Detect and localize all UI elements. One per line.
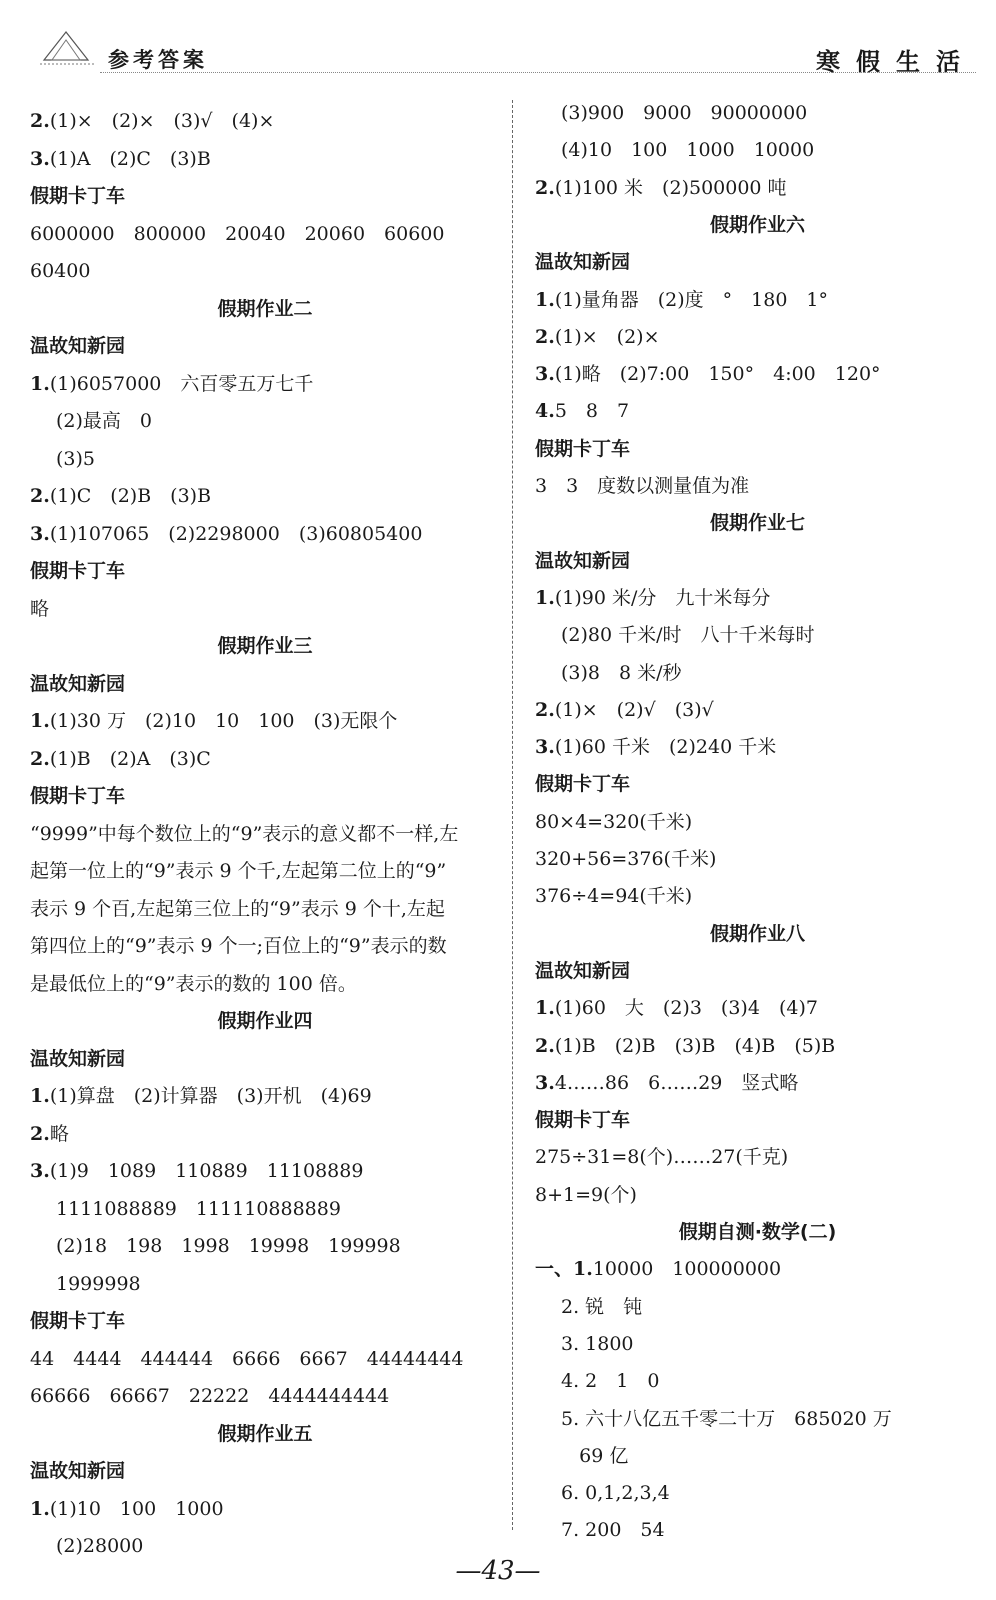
item-answer: (1)60 千米 (2)240 千米: [554, 736, 777, 759]
answer-item: [535, 585, 770, 611]
answer-text: 80×4=320(千米): [535, 810, 693, 833]
answer-text: 3 3 度数以测量值为准: [535, 475, 750, 497]
section-title: 温故知新园: [30, 1460, 126, 1482]
answer-item: [30, 1083, 372, 1109]
section-title: 温故知新园: [30, 1047, 126, 1070]
answer-item: [535, 697, 714, 723]
answer-text: 起第一位上的“9”表示 9 个千,左起第二位上的“9”: [30, 860, 447, 882]
item-answer: (1)60 大 (2)3 (3)4 (4)7: [554, 997, 818, 1020]
section-title: 假期卡丁车: [30, 785, 126, 807]
item-answer: 10000 100000000: [592, 1258, 782, 1281]
item-answer: (1)算盘 (2)计算器 (3)开机 (4)69: [49, 1085, 372, 1107]
item-number: 3.: [30, 147, 50, 170]
section-title: 假期卡丁车: [30, 560, 126, 582]
item-number: 1.: [535, 586, 555, 609]
item-number: 2.: [30, 747, 50, 770]
assignment-heading: 假期作业三: [217, 635, 313, 657]
answer-item: [30, 1158, 363, 1184]
section-title: 温故知新园: [30, 672, 126, 695]
item-answer: (1)B (2)A (3)C: [49, 747, 211, 770]
item-answer: (1)100 米 (2)500000 吨: [554, 176, 787, 199]
assignment-heading: 假期自测·数学(二): [678, 1221, 837, 1243]
answer-item: [30, 371, 313, 397]
section-title: 温故知新园: [535, 549, 631, 572]
item-number: 1.: [30, 710, 50, 732]
answer-text: 376÷4=94(千米): [535, 885, 693, 908]
header-right-title: 寒假生活: [816, 47, 976, 76]
answer-subitem: 1999998: [56, 1272, 141, 1295]
answer-item: [535, 1256, 781, 1282]
answer-subitem: (3)8 8 米/秒: [561, 661, 682, 684]
answer-subitem: (2)18 198 1998 19998 199998: [56, 1235, 401, 1257]
item-number: 3.: [535, 1071, 555, 1094]
page-header: [0, 0, 996, 80]
section-title: 温故知新园: [30, 335, 126, 357]
answer-subitem: (3)900 9000 90000000: [561, 102, 808, 124]
item-number: 1.: [535, 288, 555, 311]
header-divider: [100, 72, 976, 73]
item-answer: (1)× (2)×: [554, 325, 660, 348]
answer-item: [535, 361, 881, 387]
assignment-heading: 假期作业八: [709, 922, 805, 945]
answer-text: 第四位上的“9”表示 9 个一;百位上的“9”表示的数: [30, 935, 447, 957]
item-number: 4.: [535, 400, 555, 423]
answer-subitem: 6. 0,1,2,3,4: [561, 1482, 670, 1505]
answer-subitem: 2. 锐 钝: [561, 1295, 643, 1318]
answer-subitem: 7. 200 54: [561, 1519, 665, 1542]
answer-item: [30, 708, 397, 734]
item-number: 2.: [30, 1122, 50, 1145]
answer-text: 60400: [30, 260, 91, 282]
answer-item: [535, 734, 776, 760]
answer-text: 66666 66667 22222 4444444444: [30, 1385, 390, 1407]
answer-text: 略: [30, 597, 50, 620]
answer-text: 表示 9 个百,左起第三位上的“9”表示 9 个十,左起: [30, 897, 445, 920]
section-title: 假期卡丁车: [30, 185, 126, 207]
item-number: 1.: [30, 372, 50, 395]
item-answer: (1)量角器 (2)度 ° 180 1°: [554, 288, 829, 311]
item-number: 3.: [535, 736, 555, 759]
item-answer: 略: [49, 1122, 69, 1145]
section-title: 假期卡丁车: [535, 437, 631, 460]
item-answer: (1)107065 (2)2298000 (3)60805400: [49, 522, 423, 545]
item-number: 2.: [535, 1034, 555, 1057]
section-title: 温故知新园: [535, 251, 631, 274]
answer-item: [30, 1121, 69, 1147]
item-answer: (1)10 100 1000: [49, 1497, 224, 1520]
item-number: 1.: [535, 997, 555, 1020]
answer-subitem: (3)5: [56, 447, 96, 470]
header-left-title: 参考答案: [108, 47, 208, 72]
answer-text: 是最低位上的“9”表示的数的 100 倍。: [30, 972, 357, 995]
item-answer: (1)B (2)B (3)B (4)B (5)B: [554, 1034, 836, 1057]
answer-text: 8+1=9(个): [535, 1183, 637, 1206]
item-number: 3.: [535, 363, 555, 386]
answer-subitem: 69 亿: [561, 1444, 629, 1467]
answer-subitem: (2)28000: [56, 1535, 144, 1557]
item-answer: (1)30 万 (2)10 10 100 (3)无限个: [49, 710, 398, 732]
item-answer: (1)6057000 六百零五万七千: [49, 372, 314, 395]
answer-text: 320+56=376(千米): [535, 848, 717, 870]
item-answer: (1)C (2)B (3)B: [49, 485, 212, 507]
answer-text: “9999”中每个数位上的“9”表示的意义都不一样,左: [30, 822, 459, 845]
column-divider: [512, 100, 513, 1530]
answer-text: 44 4444 444444 6666 6667 44444444: [30, 1347, 464, 1370]
item-number: 2.: [30, 485, 50, 507]
answer-item: [30, 146, 211, 172]
item-answer: (1)× (2)× (3)√ (4)×: [49, 110, 275, 132]
section-title: 假期卡丁车: [30, 1310, 126, 1332]
answer-item: [535, 175, 787, 201]
item-number: 3.: [30, 522, 50, 545]
answer-subitem: (2)80 千米/时 八十千米每时: [561, 624, 815, 647]
assignment-heading: 假期作业四: [217, 1010, 313, 1032]
answer-subitem: (2)最高 0: [56, 410, 153, 432]
section-title: 假期卡丁车: [535, 1109, 631, 1132]
answer-subitem: 3. 1800: [561, 1332, 634, 1355]
answer-subitem: 1111088889 111110888889: [56, 1197, 341, 1220]
item-answer: (1)× (2)√ (3)√: [554, 698, 714, 721]
answer-item: [535, 324, 660, 350]
answer-item: [535, 1070, 798, 1096]
item-number: 1.: [30, 1085, 50, 1107]
answer-subitem: 5. 六十八亿五千零二十万 685020 万: [561, 1407, 892, 1430]
section-title: 假期卡丁车: [535, 773, 631, 796]
answer-item: [30, 521, 422, 547]
item-number: 2.: [535, 698, 555, 721]
item-answer: 4……86 6……29 竖式略: [554, 1071, 799, 1094]
item-answer: (1)略 (2)7:00 150° 4:00 120°: [554, 363, 881, 386]
item-answer: (1)9 1089 110889 11108889: [49, 1160, 364, 1182]
answer-item: [30, 746, 211, 772]
item-answer: (1)90 米/分 九十米每分: [554, 586, 771, 609]
answer-item: [535, 398, 629, 424]
answer-item: [30, 483, 211, 509]
item-number: 2.: [535, 325, 555, 348]
answer-item: [30, 1496, 224, 1522]
answer-subitem: (4)10 100 1000 10000: [561, 139, 815, 162]
pagoda-icon: [36, 30, 96, 70]
assignment-heading: 假期作业五: [217, 1422, 313, 1445]
item-number: 一、1.: [535, 1258, 593, 1281]
assignment-heading: 假期作业二: [217, 297, 313, 320]
item-answer: 5 8 7: [554, 400, 630, 423]
item-answer: (1)A (2)C (3)B: [49, 147, 211, 170]
answer-text: 6000000 800000 20040 20060 60600: [30, 222, 445, 245]
item-number: 2.: [30, 110, 50, 132]
answer-subitem: 4. 2 1 0: [561, 1370, 660, 1393]
item-number: 2.: [535, 176, 555, 199]
page-number: —43—: [455, 1556, 541, 1586]
section-title: 温故知新园: [535, 959, 631, 982]
assignment-heading: 假期作业七: [709, 512, 805, 535]
item-number: 1.: [30, 1497, 50, 1520]
answer-item: [535, 995, 818, 1021]
item-number: 3.: [30, 1160, 50, 1182]
answer-item: [535, 1033, 835, 1059]
answer-item: [535, 287, 828, 313]
answer-text: 275÷31=8(个)……27(千克): [535, 1146, 789, 1169]
answer-item: [30, 108, 274, 134]
assignment-heading: 假期作业六: [709, 213, 805, 236]
